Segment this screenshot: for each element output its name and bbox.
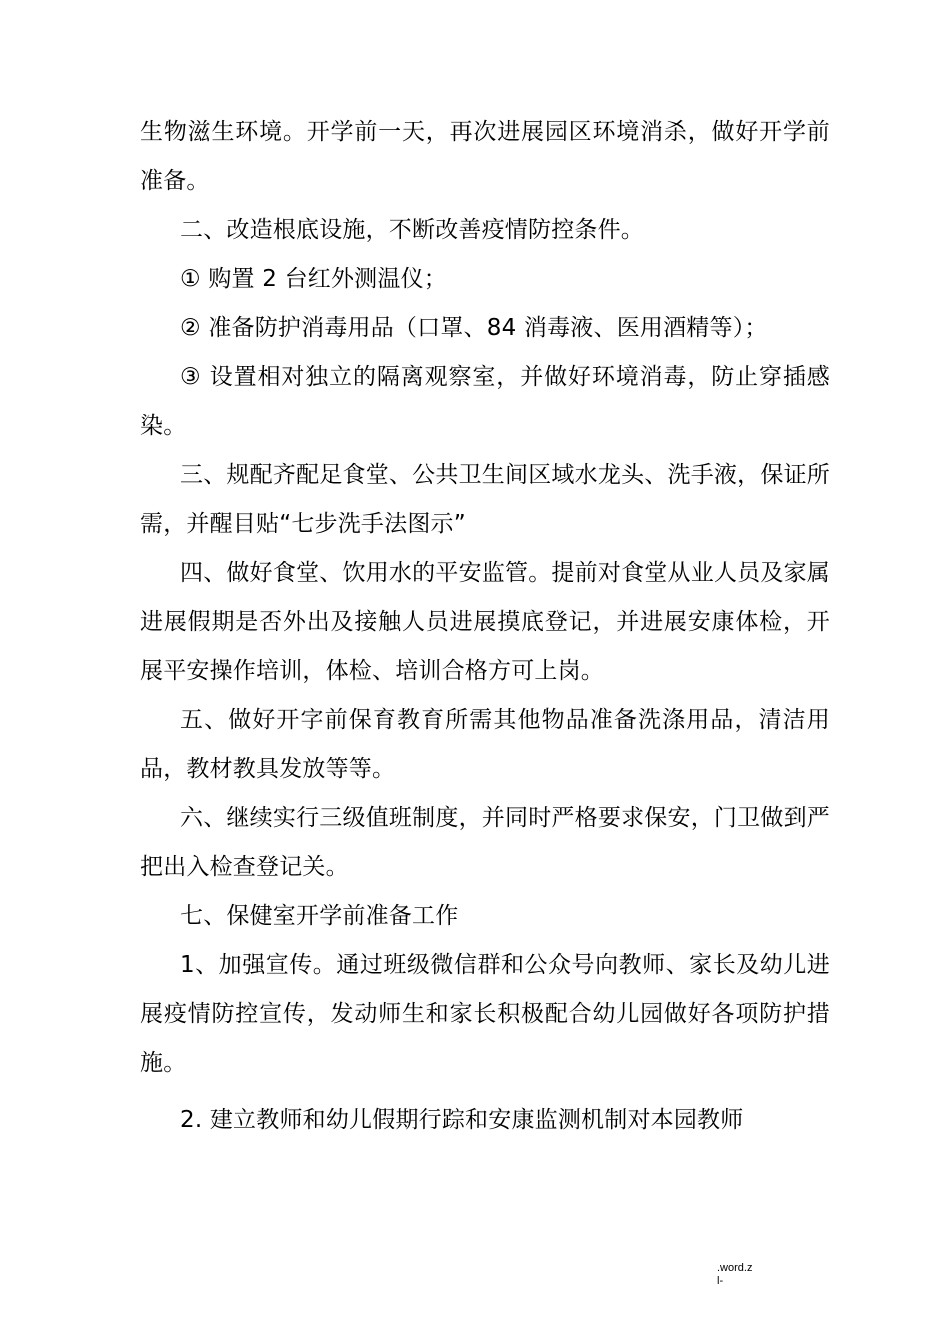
paragraph-item-3: ③ 设置相对独立的隔离观察室，并做好环境消毒，防止穿插感染。 xyxy=(140,364,830,439)
footer-line-2: l- xyxy=(717,1275,724,1287)
paragraph-subitem-1: 1、加强宣传。通过班级微信群和公众号向教师、家长及幼儿进展疫情防控宣传，发动师生和家长积极配合幼儿园做好各项防护措施。 xyxy=(140,952,830,1076)
paragraph-section-7: 七、保健室开学前准备工作 xyxy=(180,903,459,929)
paragraph-item-2: ② 准备防护消毒用品（口罩、84 消毒液、医用酒精等）； xyxy=(180,315,768,341)
paragraph-section-2: 二、改造根底设施，不断改善疫情防控条件。 xyxy=(180,217,644,243)
page-footer xyxy=(717,1262,752,1288)
paragraph-section-5: 五、做好开字前保育教育所需其他物品准备洗涤用品，清洁用品，教材教具发放等等。 xyxy=(140,707,830,782)
paragraph-section-6: 六、继续实行三级值班制度，并同时严格要求保安，门卫做到严把出入检查登记关。 xyxy=(140,805,830,880)
document-body xyxy=(140,108,830,1145)
paragraph-section-4: 四、做好食堂、饮用水的平安监管。提前对食堂从业人员及家属进展假期是否外出及接触人员进展摸底登记，并进展安康体检，开展平安操作培训，体检、培训合格方可上岗。 xyxy=(140,560,830,684)
paragraph-section-3: 三、规配齐配足食堂、公共卫生间区域水龙头、洗手液，保证所需，并醒目贴“七步洗手法图示” xyxy=(140,462,830,537)
footer-line-1: .word.z xyxy=(717,1262,753,1274)
paragraph-continuation: 生物滋生环境。开学前一天，再次进展园区环境消杀，做好开学前准备。 xyxy=(140,119,830,194)
paragraph-item-1: ① 购置 2 台红外测温仪； xyxy=(180,266,447,292)
paragraph-subitem-2: 2. 建立教师和幼儿假期行踪和安康监测机制对本园教师 xyxy=(180,1107,744,1133)
